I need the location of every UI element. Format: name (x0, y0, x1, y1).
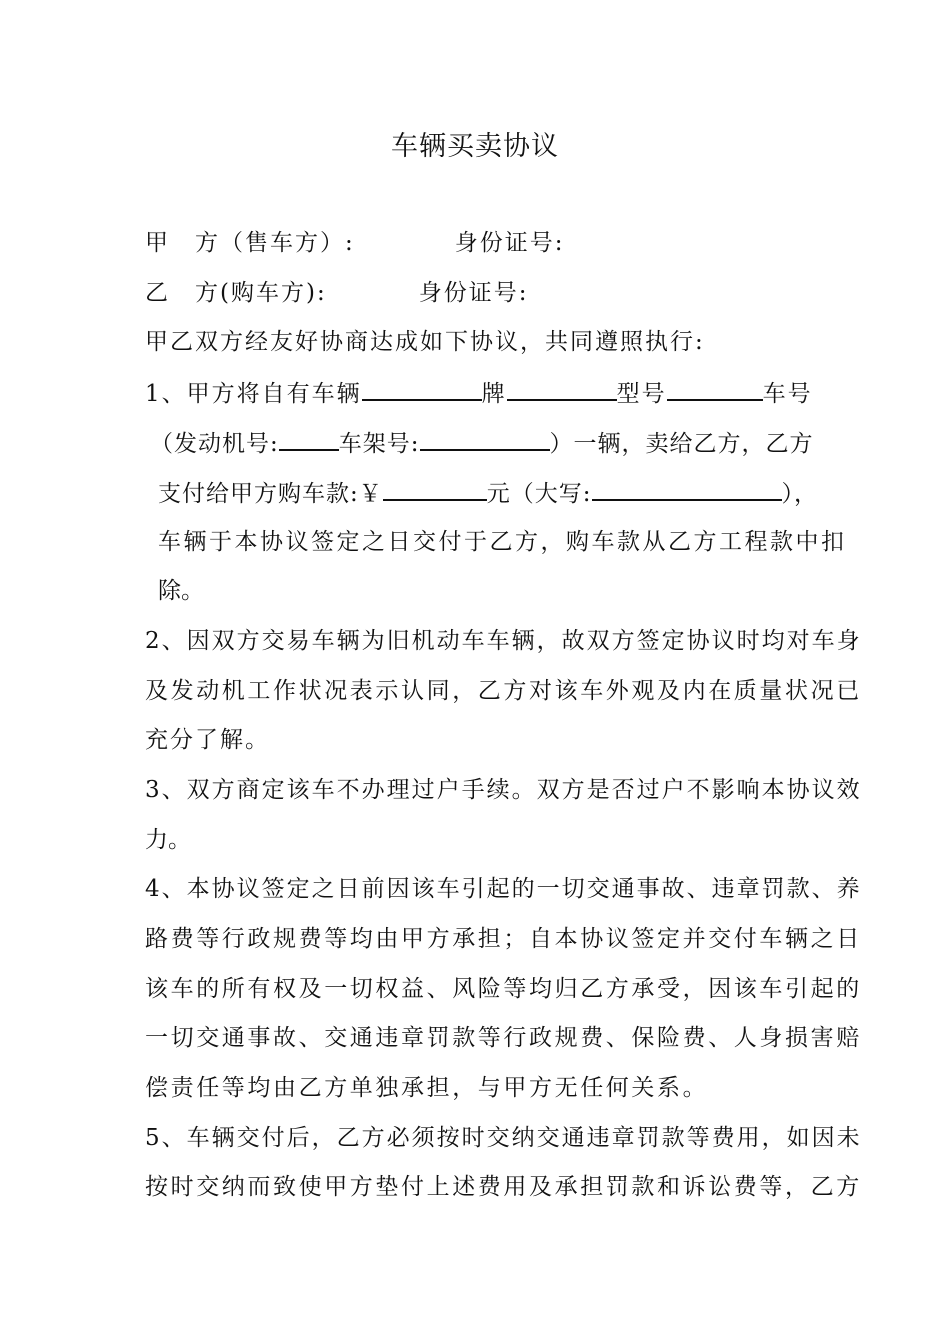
party-a-line (145, 228, 565, 258)
clause3-line1: 3、双方商定该车不办理过户手续。双方是否过户不影响本协议效 (145, 777, 862, 803)
clause1-line1 (145, 377, 813, 409)
party-b-label: 乙 方(购车方): (145, 280, 327, 306)
clause1-text-g: ）一辆，卖给乙方，乙方 (549, 431, 814, 457)
clause1-line5: 除。 (158, 578, 204, 604)
party-a-id-label: 身份证号: (454, 230, 565, 256)
clause1-text-i: 元（大写: (486, 481, 592, 507)
plate-blank (667, 377, 763, 401)
clause3-line2: 力。 (145, 827, 191, 853)
clause1-text-c: 型号 (616, 381, 667, 407)
clause1-line3 (158, 477, 818, 509)
price-words-blank (592, 477, 782, 501)
clause5-line2: 按时交纳而致使甲方垫付上述费用及承担罚款和诉讼费等，乙方 (145, 1174, 862, 1200)
clause1-text-d: 车号 (762, 381, 813, 407)
engine-no-blank (279, 427, 339, 451)
clause4-line3: 该车的所有权及一切权益、风险等均归乙方承受，因该车引起的 (145, 976, 862, 1002)
intro-line: 甲乙双方经友好协商达成如下协议，共同遵照执行: (145, 329, 705, 355)
clause1-text-f: 车架号: (338, 431, 420, 457)
clause4-line1: 4、本协议签定之日前因该车引起的一切交通事故、违章罚款、养 (145, 876, 862, 902)
clause5-line1: 5、车辆交付后，乙方必须按时交纳交通违章罚款等费用，如因未 (145, 1125, 862, 1151)
model-blank (507, 377, 617, 401)
clause1-text-b: 牌 (481, 381, 507, 407)
clause1-line4: 车辆于本协议签定之日交付于乙方，购车款从乙方工程款中扣 (158, 529, 847, 555)
brand-blank (362, 377, 482, 401)
party-b-line (145, 278, 528, 308)
party-b-id-label: 身份证号: (418, 280, 529, 306)
clause2-line1: 2、因双方交易车辆为旧机动车车辆，故双方签定协议时均对车身 (145, 628, 862, 654)
party-a-label: 甲 方（售车方）: (145, 230, 355, 256)
clause1-text-h: 支付给甲方购车款:￥ (158, 481, 383, 507)
price-blank (383, 477, 487, 501)
clause1-line2 (150, 427, 814, 459)
clause1-text-a: 1、甲方将自有车辆 (145, 381, 362, 407)
clause4-line2: 路费等行政规费等均由甲方承担；自本协议签定并交付车辆之日 (145, 926, 862, 952)
document-title: 车辆买卖协议 (391, 131, 559, 162)
clause2-line3: 充分了解。 (145, 727, 270, 753)
clause1-text-e: （发动机号: (150, 431, 279, 457)
frame-no-blank (420, 427, 550, 451)
clause2-line2: 及发动机工作状况表示认同，乙方对该车外观及内在质量状况已 (145, 678, 862, 704)
clause4-line4: 一切交通事故、交通违章罚款等行政规费、保险费、人身损害赔 (145, 1025, 862, 1051)
clause4-line5: 偿责任等均由乙方单独承担，与甲方无任何关系。 (145, 1075, 709, 1101)
clause1-text-j: ）， (781, 481, 818, 507)
